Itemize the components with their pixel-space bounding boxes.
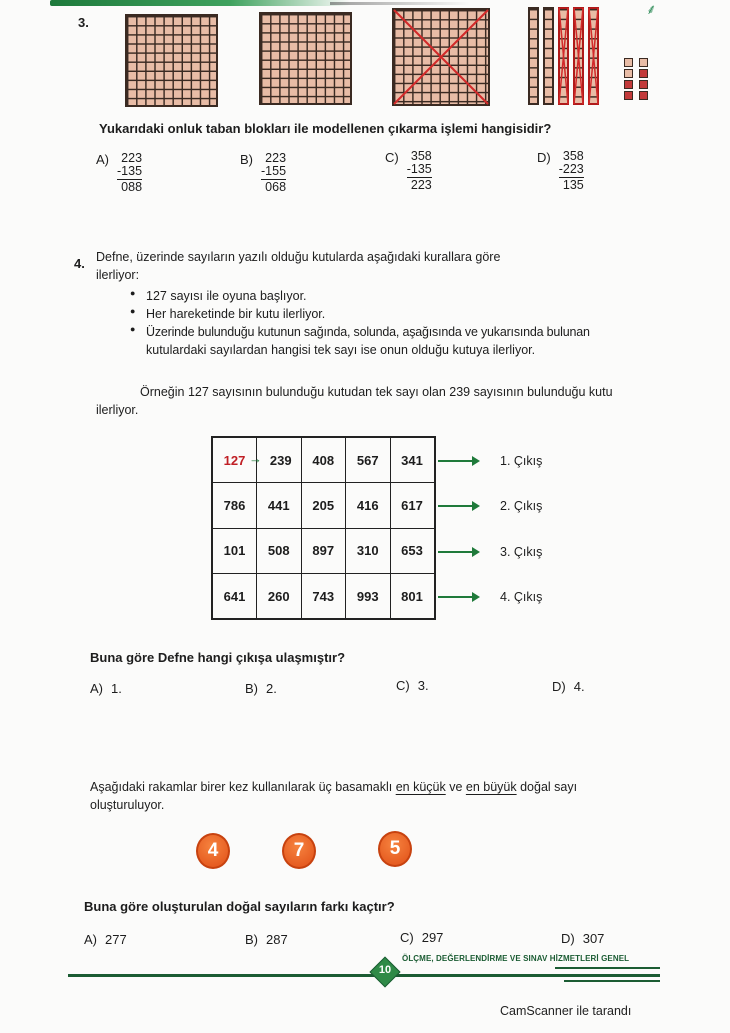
header-bar <box>50 0 350 6</box>
question-4-intro <box>96 249 696 284</box>
q5-option-c[interactable] <box>400 930 443 945</box>
rule-item-continued <box>130 341 690 359</box>
q5-option-b[interactable] <box>245 932 288 947</box>
subtraction <box>559 150 584 192</box>
minuend: 223 <box>265 151 287 165</box>
exit-row <box>438 484 542 530</box>
option-value: 2. <box>266 681 277 696</box>
grid-cell: 416 <box>346 483 391 529</box>
grid-cell: 408 <box>301 437 346 483</box>
difference: 088 <box>117 179 142 194</box>
arrow-right-icon <box>438 551 478 553</box>
q3-option-a[interactable] <box>96 152 142 194</box>
q5-option-d[interactable] <box>561 931 604 946</box>
hundred-block <box>259 12 352 105</box>
q4-option-a[interactable] <box>90 681 122 696</box>
intro-text: ve <box>445 780 466 794</box>
subtrahend: -155 <box>261 164 287 179</box>
number-grid <box>211 436 436 620</box>
intro-text: doğal sayı <box>516 780 578 794</box>
question-5-text: Buna göre oluşturulan doğal sayıların farkı kaçtır? <box>84 899 395 914</box>
option-label: A) <box>84 932 97 947</box>
rule-item: ● 127 sayısı ile oyuna başlıyor. <box>130 287 690 305</box>
grid-cell: 641 <box>212 574 257 620</box>
footer-line <box>564 980 660 982</box>
difference: 068 <box>261 179 286 194</box>
question-3-text: Yukarıdaki onluk taban blokları ile modellenen çıkarma işlemi hangisidir? <box>99 121 552 136</box>
move-arrow-icon: → <box>249 451 262 466</box>
arrow-right-icon <box>438 460 478 462</box>
digit-badge: 7 <box>282 833 316 869</box>
corner-mark-icon: ⸙ <box>646 1 657 17</box>
intro-line: oluşturuluyor. <box>90 797 165 812</box>
unit-cube <box>639 58 648 67</box>
exit-row <box>438 529 542 575</box>
option-value: 4. <box>573 679 585 694</box>
ten-rod-crossed <box>558 7 569 105</box>
question-5-intro <box>90 779 730 814</box>
header-bar-shadow <box>330 2 470 5</box>
q3-option-c[interactable] <box>385 150 432 192</box>
publisher-name: ÖLÇME, DEĞERLENDİRME VE SINAV HİZMETLERİ GENEL <box>402 954 630 963</box>
option-label: B) <box>245 681 258 696</box>
q4-option-c[interactable] <box>396 678 429 693</box>
example-text <box>96 384 730 419</box>
grid-row <box>212 528 435 574</box>
subtraction <box>407 150 432 192</box>
grid-cell: 993 <box>346 574 391 620</box>
subtraction <box>117 152 142 194</box>
grid-cell: 101 <box>212 528 257 574</box>
option-label: B) <box>245 932 258 947</box>
grid-cell: 743 <box>301 574 346 620</box>
difference: 135 <box>559 177 584 192</box>
option-label: C) <box>400 930 414 945</box>
cross-mark-icon <box>573 7 584 105</box>
unit-cube-crossed <box>639 91 648 100</box>
option-label: A) <box>96 152 109 167</box>
minuend: 358 <box>410 149 432 163</box>
grid-row <box>212 483 435 529</box>
option-value: 3. <box>417 678 429 693</box>
cell-number: 239 <box>269 452 292 468</box>
digit-badge: 4 <box>196 833 230 869</box>
rule-item: ● Her hareketinde bir kutu ilerliyor. <box>130 305 690 323</box>
emphasis-largest: en büyük <box>465 780 517 794</box>
rule-item: ● Üzerinde bulunduğu kutunun sağında, solunda, aşağısında ve yukarısında bulunan <box>130 323 690 341</box>
grid-cell: 786 <box>212 483 257 529</box>
question-4-text: Buna göre Defne hangi çıkışa ulaşmıştır? <box>90 650 346 665</box>
exit-row <box>438 575 542 621</box>
grid-cell: 801 <box>390 574 435 620</box>
cross-mark-icon <box>558 7 569 105</box>
grid-cell <box>249 437 302 483</box>
page-number: 10 <box>378 964 392 976</box>
q5-option-a[interactable] <box>84 932 127 947</box>
cross-mark-icon <box>392 8 490 106</box>
exit-label: 2. Çıkış <box>500 499 543 514</box>
unit-cube-crossed <box>639 80 648 89</box>
grid-cell: 441 <box>257 483 302 529</box>
start-number: 127 <box>223 452 246 468</box>
unit-cube <box>624 69 633 78</box>
q3-option-d[interactable] <box>537 150 584 192</box>
exit-label: 1. Çıkış <box>500 453 543 468</box>
option-value: 307 <box>582 931 605 946</box>
grid-cell: 567 <box>346 437 391 483</box>
question-4-number: 4. <box>74 256 85 271</box>
rule-continuation: kutulardaki sayılardan hangisi tek sayı ise onun olduğu kutuya ilerliyor. <box>146 343 536 358</box>
unit-cubes <box>624 58 650 100</box>
footer-line <box>68 974 660 977</box>
q4-option-d[interactable] <box>552 679 585 694</box>
example-line: ilerliyor. <box>96 402 139 417</box>
difference: 223 <box>407 177 432 192</box>
arrow-right-icon <box>438 505 478 507</box>
footer-line <box>555 967 660 969</box>
intro-line: ilerliyor: <box>96 267 140 282</box>
emphasis-smallest: en küçük <box>395 780 446 794</box>
scanner-watermark: CamScanner ile tarandı <box>500 1004 632 1018</box>
option-value: 1. <box>111 681 122 696</box>
grid-cell: 310 <box>346 528 391 574</box>
minuend: 358 <box>562 149 584 163</box>
ten-rod-crossed <box>573 7 584 105</box>
grid-cell: 653 <box>390 528 435 574</box>
exit-row <box>438 438 542 484</box>
option-label: C) <box>385 150 399 165</box>
intro-line: Defne, üzerinde sayıların yazılı olduğu kutularda aşağıdaki kurallara göre <box>96 250 501 264</box>
arrow-right-icon <box>438 596 478 598</box>
q3-option-b[interactable] <box>240 152 286 194</box>
subtraction <box>261 152 286 194</box>
grid-cell: 617 <box>390 483 435 529</box>
option-label: C) <box>396 678 410 693</box>
exit-label: 3. Çıkış <box>500 544 543 559</box>
minuend: 223 <box>121 151 143 165</box>
grid-cell: 897 <box>301 528 346 574</box>
ten-rod <box>528 7 539 105</box>
cross-mark-icon <box>588 7 599 105</box>
option-label: B) <box>240 152 253 167</box>
grid-cell: 260 <box>257 574 302 620</box>
grid-row <box>212 574 435 620</box>
option-label: D) <box>552 679 566 694</box>
grid-cell: 341 <box>390 437 435 483</box>
intro-text: Aşağıdaki rakamlar birer kez kullanılarak üç basamaklı <box>90 780 396 794</box>
exits-column <box>438 438 542 620</box>
unit-cube-crossed <box>624 80 633 89</box>
subtrahend: -223 <box>558 162 584 177</box>
option-value: 287 <box>266 932 288 947</box>
grid-row <box>212 437 435 483</box>
hundred-block-crossed <box>392 8 490 106</box>
ten-rod-crossed <box>588 7 599 105</box>
digit-badge: 5 <box>378 831 412 867</box>
option-label: D) <box>561 931 575 946</box>
grid-cell: 508 <box>257 528 302 574</box>
option-label: A) <box>90 681 103 696</box>
intro-line <box>90 779 730 797</box>
option-label: D) <box>537 150 551 165</box>
hundred-block <box>125 14 218 107</box>
subtrahend: -135 <box>117 164 143 179</box>
question-3-number: 3. <box>78 15 89 30</box>
grid-cell: 205 <box>301 483 346 529</box>
ten-rods <box>528 7 599 105</box>
subtrahend: -135 <box>406 162 432 177</box>
unit-cube <box>624 58 633 67</box>
rules-list <box>130 287 690 360</box>
example-line: Örneğin 127 sayısının bulunduğu kutudan tek sayı olan 239 sayısının bulunduğu kutu <box>140 385 613 399</box>
option-value: 277 <box>105 932 127 947</box>
option-value: 297 <box>421 930 444 945</box>
q4-option-b[interactable] <box>245 681 277 696</box>
unit-cube-crossed <box>639 69 648 78</box>
unit-cube-crossed <box>624 91 633 100</box>
exit-label: 4. Çıkış <box>500 590 543 605</box>
ten-rod <box>543 7 554 105</box>
